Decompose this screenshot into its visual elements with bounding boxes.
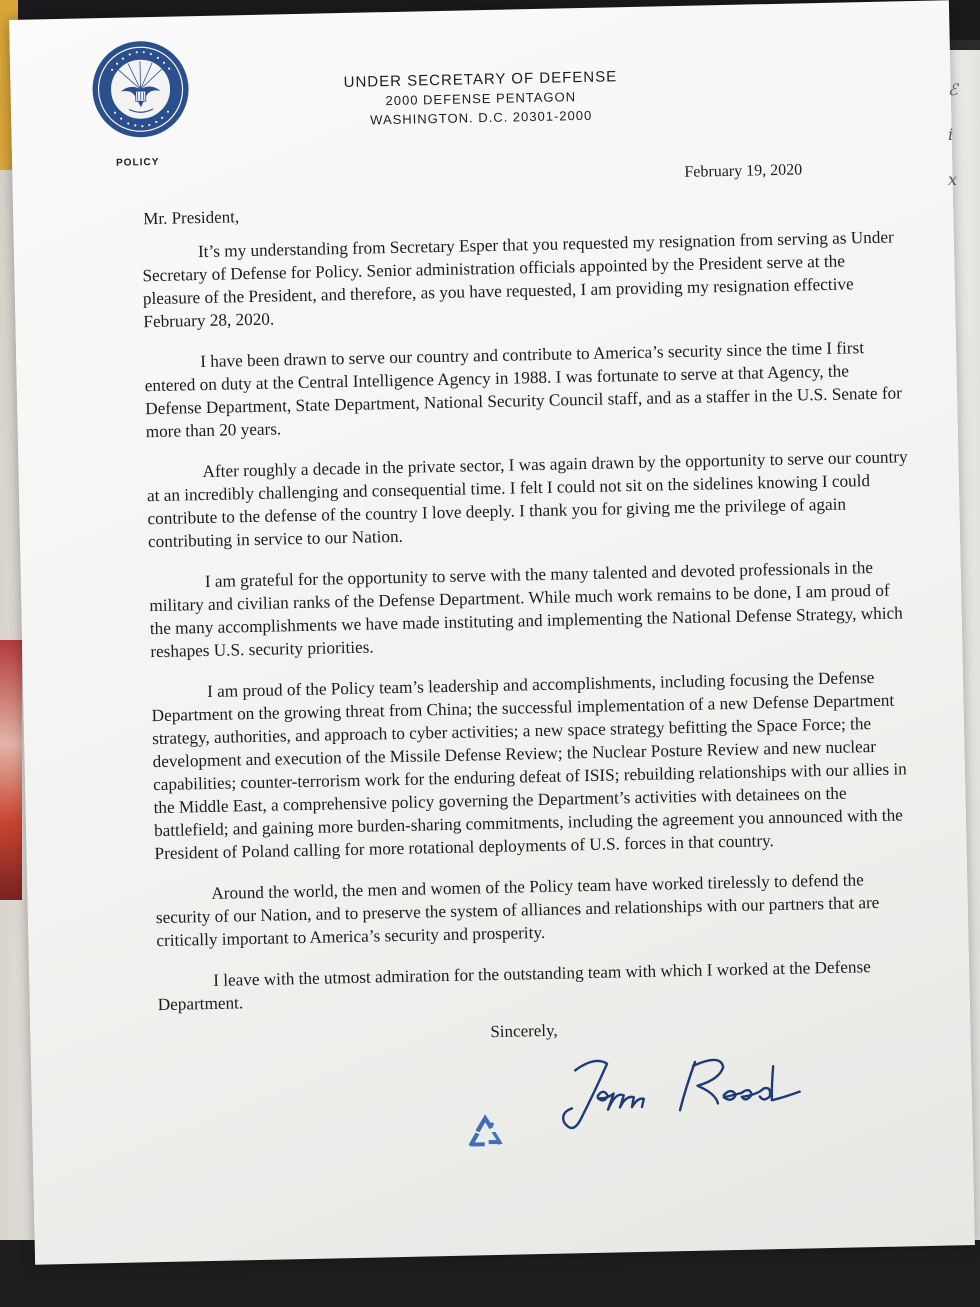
paragraph-6: Around the world, the men and women of the Policy team have worked tirelessly to defend the security of our Nation, and to preserve the system of alliances and relationships with our partners that are critically important to America’s security and prosperity. [155,870,880,951]
letterhead [310,67,651,131]
handwritten-signature [545,1045,817,1141]
department-of-defense-seal-icon [90,38,192,140]
salutation: Mr. President, [143,207,240,229]
paragraph-5: I am proud of the Policy team’s leadership and accomplishments, including focusing the Defense Department on the growing threat from China; the successful implementation of a new Defense Department strategy, authorities, and approach to cyber activities; a new space strategy befitting the Space Force; the development and execution of the Missile Defense Review; the Nuclear Posture Review and new nuclear capabilities; counter-terrorism work for the enduring defeat of ISIS; rebuilding relationships with our allies in the Middle East, a comprehensive policy governing the Department’s activities with detainees on the battlefield; and gaining more burden-sharing commitments, including the agreement you announced with the President of Poland calling for more rotational deployments of U.S. forces in that country. [151,668,907,864]
department-label: POLICY [115,156,160,169]
paragraph-2: I have been drawn to serve our country and contribute to America’s security since the time I first entered on duty at the Central Intelligence Agency in 1988. I was fortunate to serve at that Agency, the Defense Department, State Department, National Security Council staff, and as a staffer in the U.S. Senate for more than 20 years. [144,338,903,442]
letterhead-city: WASHINGTON. D.C. 20301-2000 [370,107,593,128]
paragraph-3: After roughly a decade in the private sector, I was again drawn by the opportunity to serve our country at an incredibly challenging and consequential time. I felt I could not sit on the sidelines knowing I could contribute to the defense of the country I love deeply. I thank you for giving me the privilege of again contributing in service to our Nation. [146,447,908,552]
background-handwriting: i [948,125,954,144]
letter-body [142,225,920,1034]
paragraph-1: It’s my understanding from Secretary Esper that you requested my resignation from serving as Under Secretary of Defense for Policy. Senior administration officials appointed by the President serve at the pleasure of the President, and therefore, as you have requested, I am providing my resignation effective February 28, 2020. [142,227,894,332]
background-photo-edge [0,640,22,900]
background-handwriting: ℰ [948,80,958,99]
paragraph-7: I leave with the utmost admiration for the outstanding team with which I worked at the Defense Department. [157,957,871,1015]
letterhead-building: 2000 DEFENSE PENTAGON [385,89,577,109]
closing: Sincerely, [490,1020,558,1042]
background-handwriting: x [948,170,958,189]
letter-date: February 19, 2020 [684,161,803,181]
letterhead-office: UNDER SECRETARY OF DEFENSE [343,68,618,91]
recycle-icon [462,1110,509,1157]
paragraph-4: I am grateful for the opportunity to serve with the many talented and devoted professionals in the military and civilian ranks of the Defense Department. While much work remains to be done, I am proud of the many accomplishments we have made instituting and implementing the National Defense Strategy, which reshapes U.S. security priorities. [149,558,903,662]
resignation-letter [9,0,975,1264]
